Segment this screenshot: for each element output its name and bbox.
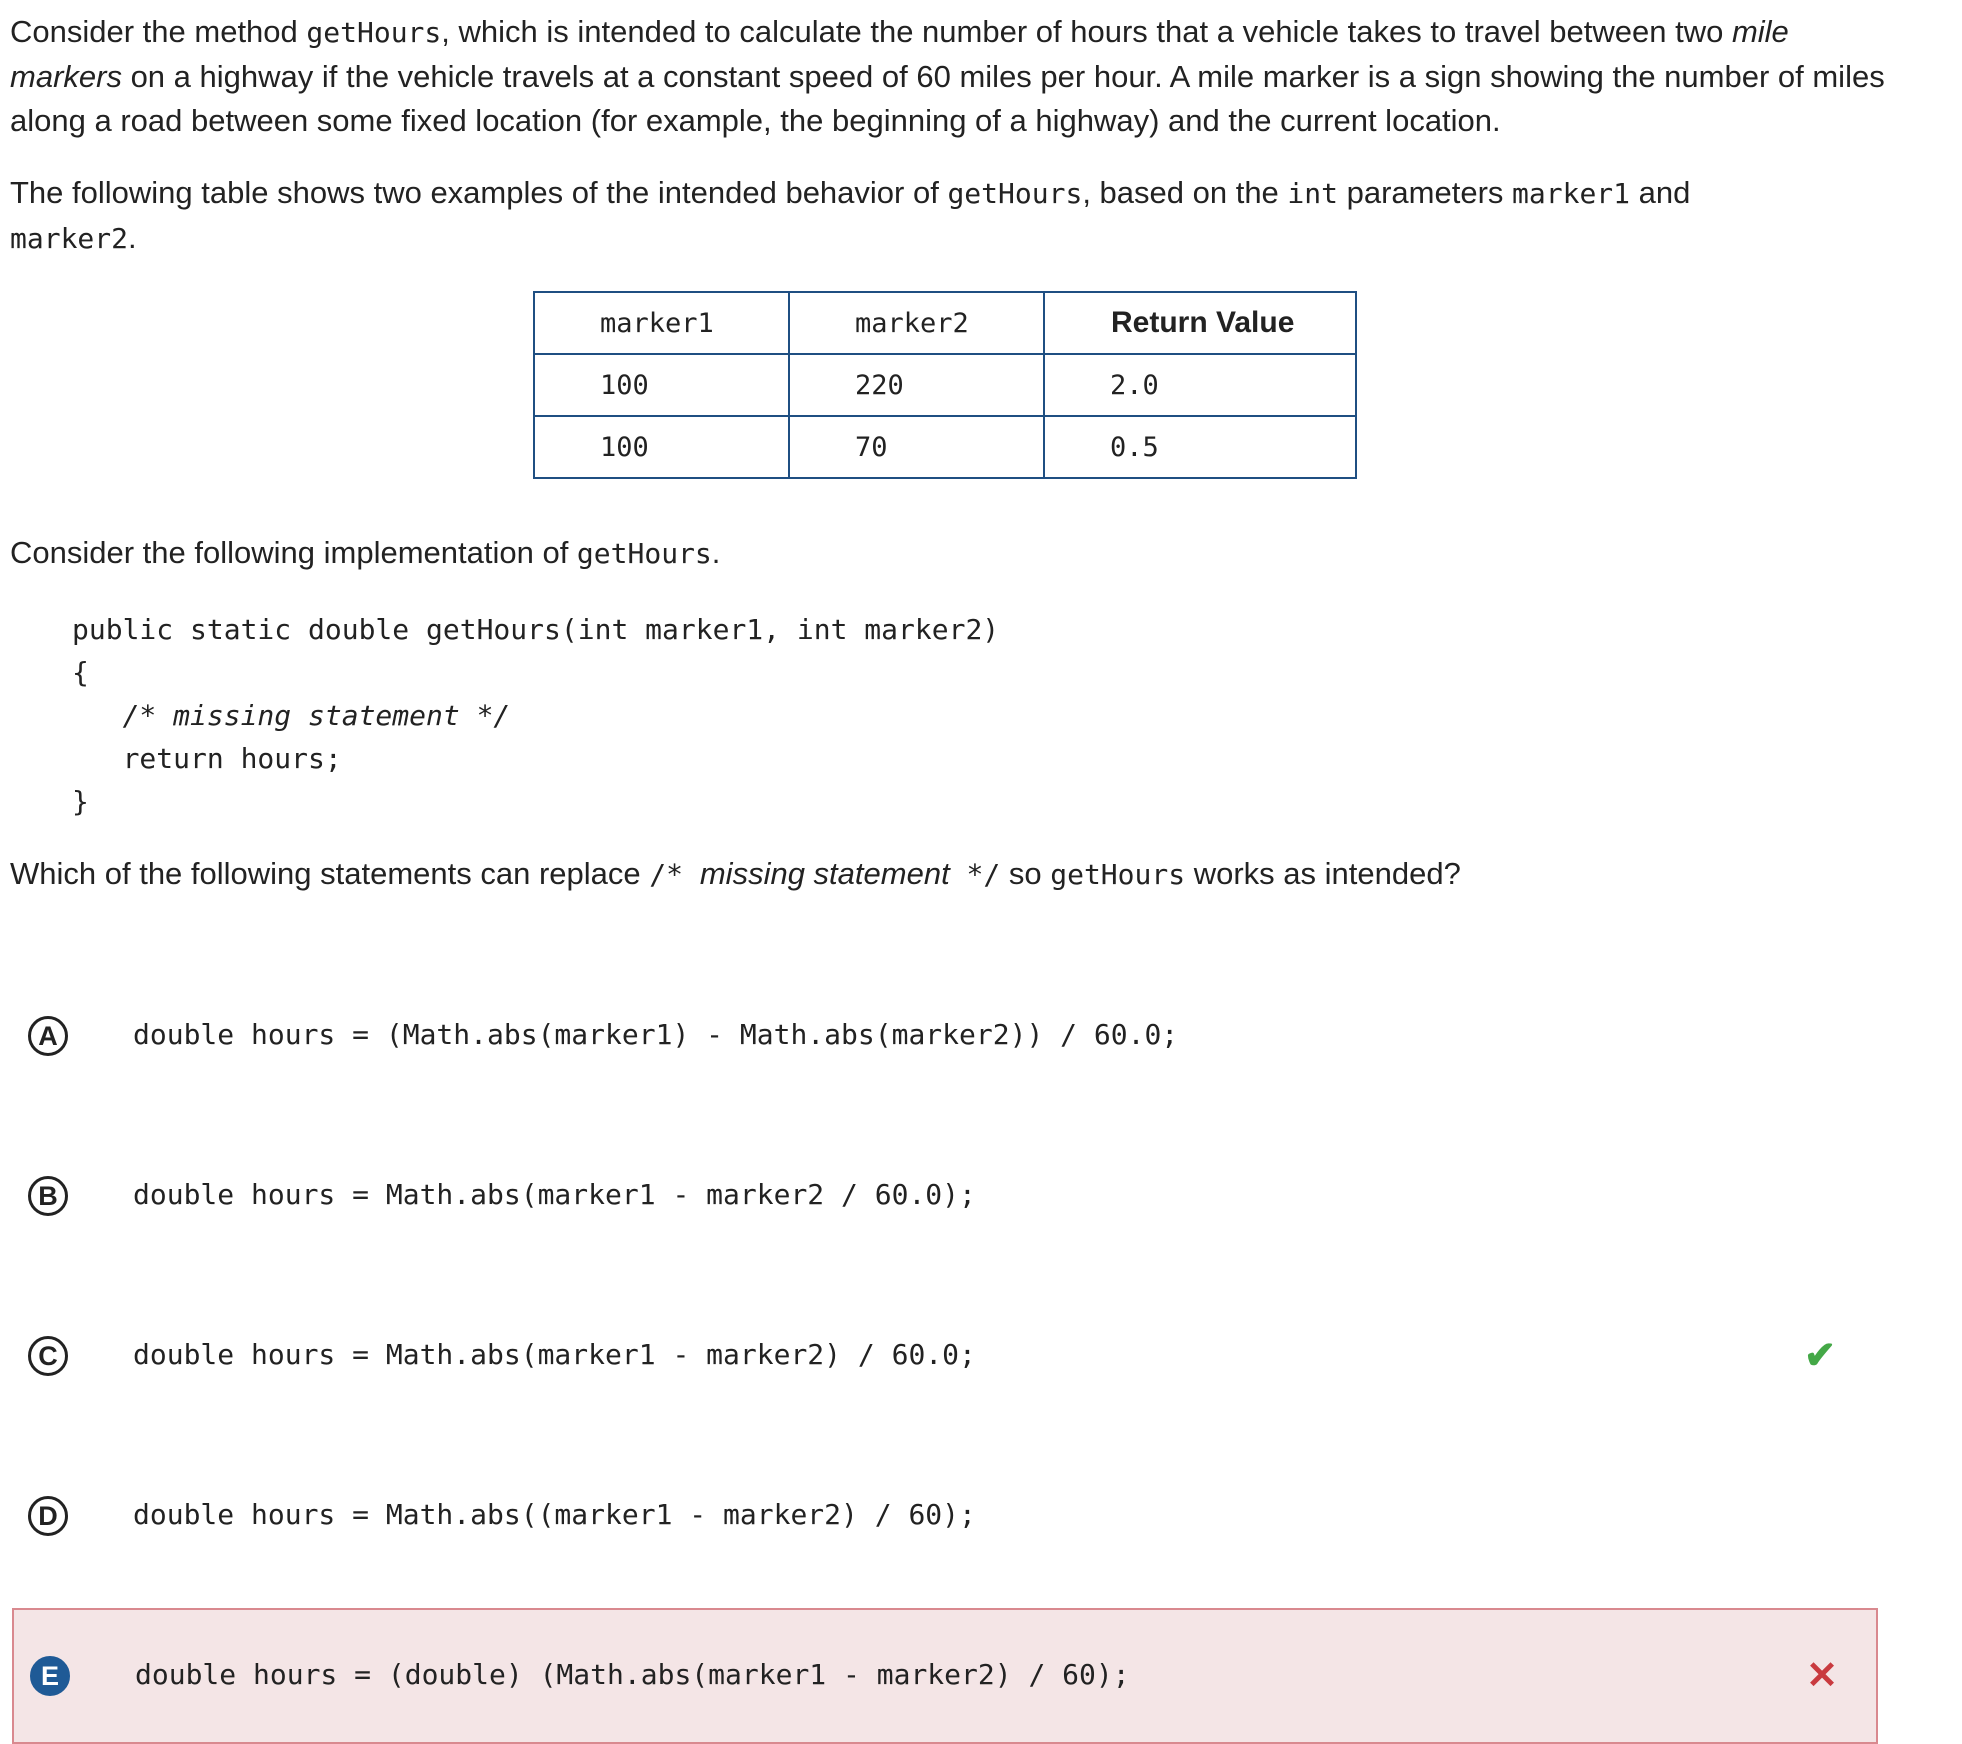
- answer-option-a[interactable]: [12, 970, 1874, 1102]
- question-text: [10, 852, 1890, 897]
- table-intro-paragraph: [10, 171, 1890, 261]
- code-line: public static double getHours(int marker1, int marker2): [72, 613, 1000, 646]
- table-cell: 70: [789, 416, 1044, 478]
- mile-markers-term: mile markers: [10, 14, 1789, 94]
- intro-text: and: [1630, 175, 1691, 210]
- option-code: double hours = (Math.abs(marker1) - Math.abs(marker2)) / 60.0;: [133, 1018, 1179, 1051]
- option-letter: E: [30, 1656, 70, 1696]
- method-name: getHours: [1050, 858, 1186, 891]
- intro-text: The following table shows two examples of the intended behavior of: [10, 175, 948, 210]
- answer-option-d[interactable]: [12, 1450, 1874, 1582]
- param-type: int: [1287, 177, 1338, 210]
- method-name: getHours: [306, 16, 442, 49]
- examples-table: [533, 291, 1357, 479]
- question-text-part: works as intended?: [1185, 856, 1461, 891]
- option-code: double hours = Math.abs((marker1 - marker2) / 60);: [133, 1498, 976, 1531]
- option-code: double hours = (double) (Math.abs(marker1 - marker2) / 60);: [135, 1658, 1130, 1691]
- comment-delimiter: /*: [649, 858, 700, 891]
- table-cell: 100: [534, 354, 789, 416]
- answer-option-b[interactable]: [12, 1130, 1874, 1262]
- table-header-row: [534, 292, 1356, 354]
- intro-text: .: [128, 220, 137, 255]
- table-row: [534, 354, 1356, 416]
- intro-text: Consider the method: [10, 14, 307, 49]
- table-row: [534, 416, 1356, 478]
- method-name: getHours: [576, 537, 712, 570]
- implementation-intro: [10, 531, 1890, 576]
- answer-option-e[interactable]: [12, 1608, 1878, 1744]
- table-cell: 100: [534, 416, 789, 478]
- option-code: double hours = Math.abs(marker1 - marker2 / 60.0);: [133, 1178, 976, 1211]
- answer-option-c[interactable]: [12, 1290, 1874, 1422]
- option-letter: C: [28, 1336, 68, 1376]
- intro-text: , based on the: [1082, 175, 1288, 210]
- comment-delimiter: */: [949, 858, 1001, 891]
- table-header-cell: marker1: [534, 292, 789, 354]
- code-line: }: [72, 785, 89, 818]
- cross-icon: ✕: [1806, 1655, 1838, 1697]
- table-header-cell: Return Value: [1044, 292, 1356, 354]
- param-name: marker1: [1512, 177, 1631, 210]
- code-block: [72, 608, 999, 823]
- intro-text: Consider the following implementation of: [10, 535, 577, 570]
- param-name: marker2: [10, 222, 129, 255]
- intro-paragraph: [10, 10, 1890, 143]
- check-icon: ✔: [1804, 1335, 1836, 1377]
- question-text-part: Which of the following statements can replace: [10, 856, 650, 891]
- code-line: {: [72, 656, 89, 689]
- table-header-cell: marker2: [789, 292, 1044, 354]
- code-line: /* missing statement */: [72, 699, 511, 732]
- option-letter: B: [28, 1176, 68, 1216]
- intro-text: .: [711, 535, 721, 570]
- table-cell: 220: [789, 354, 1044, 416]
- table-cell: 0.5: [1044, 416, 1356, 478]
- option-letter: A: [28, 1016, 68, 1056]
- code-line: return hours;: [72, 742, 342, 775]
- option-letter: D: [28, 1496, 68, 1536]
- intro-text: parameters: [1338, 175, 1513, 210]
- question-text-part: so: [1000, 856, 1051, 891]
- option-code: double hours = Math.abs(marker1 - marker2) / 60.0;: [133, 1338, 976, 1371]
- intro-text: on a highway if the vehicle travels at a constant speed of 60 miles per hour. A mile marker is a sign showing the number of miles along a road between some fixed location (for example, the beginning of a highway) and the current location.: [10, 59, 1885, 138]
- comment-text: missing statement: [699, 856, 950, 891]
- intro-text: , which is intended to calculate the number of hours that a vehicle takes to travel between two: [441, 14, 1732, 49]
- table-cell: 2.0: [1044, 354, 1356, 416]
- method-name: getHours: [947, 177, 1083, 210]
